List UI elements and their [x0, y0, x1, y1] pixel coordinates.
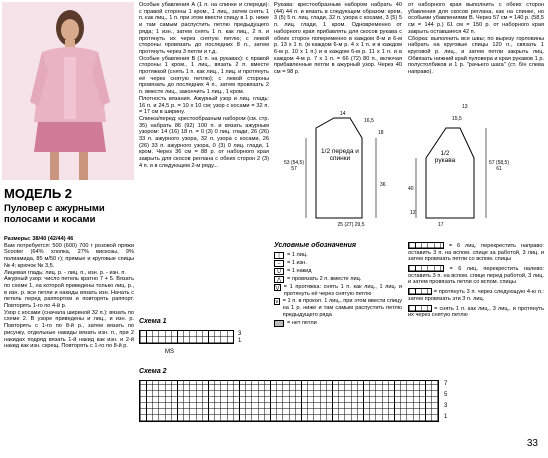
- legend-item: ⋀ = провязать 2 п. вместе лиц.: [274, 276, 402, 283]
- materials-paragraph: Вам потребуется: 500 (600) 700 г розовой пряжи Scooter (64% хлопка, 27% вискозы, 9% полиамида, 85 м/50 г); прямые и круговые спицы № 4; крючок № 3,5.: [4, 242, 134, 269]
- page-number: 33: [526, 438, 538, 449]
- decreases-a-paragraph: Особые убавления А (1 п. на спинке и спереди): с правой стороны 1 кром., 1 лиц., затем снять 1 п. как лиц., 1 п. при этом ввести спицу в 1 р. ниже и там самым распустить петлю предыдущего ряда; 1 изн., затем снять 1 п. как лиц., 2 п. и протянуть их через снятую петлю; с левой стороны провязать до последних 8 п., затем протянуть через 3 петли и т.д.: [139, 2, 269, 55]
- assembly-paragraph: Сборка: выполнить все швы; по вырезу горловины набрать на круговые спицы 120 п., связать 1 круговой р. лиц., и затем петли закрыть лиц. Обвязать нижний край пуловера и края рукавов 1 р. полустолбиков и 1 р. "рачьего шага" (ст. б/н слева направо).: [408, 35, 544, 76]
- scheme-2-grid: [139, 380, 439, 422]
- body-pattern-label: 1/2 переда и спинки: [321, 148, 359, 162]
- pass-over-icon: [408, 288, 432, 295]
- density-paragraph: Плотность вязания. Ажурный узор и лиц. гладь: 16 п. и 24,5 р. = 10 х 10 см; узор с косами = 32 п. = 17 см в ширину.: [139, 95, 269, 116]
- sleeve-continued-paragraph: от наборного края выполнить с обеих сторон убавления для скосов реглана, как на спинке, но особыми убавлениями В. Через 57 см = 140 р. (58,5 см = 144 р.) 61 см = 150 р. от наборного края закрыть оставшиеся 42 п.: [408, 2, 544, 35]
- dim-body-width: 25 (27) 29,5: [337, 222, 365, 228]
- dim-sleeve-top: 13: [462, 104, 468, 110]
- scheme-2-row-7: 7: [444, 381, 448, 387]
- stockinette-paragraph: Лицевая гладь: лиц. р. - лиц. п., изн. р. - изн. п.: [4, 269, 126, 276]
- symbol-knit-below-icon: ∨: [275, 299, 279, 306]
- dim-body-shoulder: 16,5: [364, 118, 374, 124]
- legend-item: – = 1 изн.: [274, 260, 402, 267]
- symbol-no-stitch-icon: [274, 320, 284, 327]
- slip-pass-icon: [408, 305, 432, 312]
- scheme-2-row-1: 1: [444, 414, 448, 420]
- column-4-text: [408, 2, 544, 76]
- pattern-schematics: [276, 108, 546, 236]
- sleeve-paragraph: Рукава: крестообразным набором набрать 40 (44) 44 п. и вязать в следующем образом: крем, 3 (5) 5 п. лиц. глади, 32 п. узора с косами, 3 (5) 5 п. лиц. глади, 1 кром. Одновременно от наборного края прибавлять для скосов рукава с обеих сторон попеременно в каждом 8-м и 6-м р. 13 x 1 п. (в каждом 6-м р. 4 x 1 п. и в каждом 6-м р. 10 x 1 п.) и в каждом 6-м р. 11 x 1 п. и в каждом 4-м р. 7 x 1 п. = 66 (72) 80 п., включая прибавленные петли в ажурный узор. Через 40 см = 98 р.: [274, 2, 402, 76]
- symbol-purl-icon: –: [274, 260, 284, 267]
- legend-list: [274, 252, 402, 328]
- legend-right-list: [408, 242, 544, 319]
- scheme-1-grid: [139, 330, 234, 344]
- dim-sleeve-raglan: 15,5: [452, 116, 462, 122]
- column-1-text: [4, 236, 134, 350]
- symbol-yarnover-icon: U: [274, 268, 284, 275]
- scheme-1-row-1: 1: [238, 338, 242, 344]
- legend-item: | = 1 лиц.: [274, 252, 402, 259]
- symbol-knit-icon: |: [274, 252, 284, 259]
- scheme-1-title: Схема 1: [139, 318, 167, 325]
- symbol-ssk-icon: ⋁: [275, 285, 280, 291]
- cables-paragraph: Узор с косами (сначала шириной 32 п.): вязать по схеме 2. В узоре приведены и лиц., и изн. р. Повторять с 1-го по 8-й р., затем вязать по рисунку, отдельные накиды вязать изн. п., при 2 накидах подряд вязать 1-й накид как изн. и 2-й накид как изн. скрещ. Повторять с 1-го по 8-й р.: [4, 309, 134, 350]
- legend-cable-right: = 6 лиц. перекрестить направо: оставить 3 п. на вспом. спице за работой, 3 лиц. и затем провязать петли со вспом. спицы: [408, 242, 544, 263]
- symbol-k2tog-icon: ⋀: [274, 276, 284, 283]
- sleeve-pattern-shape: [426, 128, 474, 218]
- model-title: МОДЕЛЬ 2: [4, 186, 73, 201]
- legend-slip-pass: = снять 1 п. как лиц., 3 лиц., и протянуть их через снятую петлю: [408, 305, 545, 319]
- scheme-1-row-3: 3: [238, 331, 242, 337]
- column-2-text: [139, 2, 269, 170]
- model-subtitle: Пуловер с ажурными полосами и косами: [4, 203, 105, 225]
- cable-right-icon: [408, 242, 444, 249]
- decreases-b-paragraph: Особые убавления В (1 п. на рукавах): с правой стороны 1 кром., 1 лиц., вязать 2 п. вместе протяжкой (снять 1 п. как лиц., 1 лиц. и протянуть её через снятую петлю); с левой стороны провязать до последних 4 п., затем провязать 2 п. вместе лиц., закончить 1 лиц., 1 кром.: [139, 55, 269, 96]
- legend-item: = нет петли: [274, 320, 402, 327]
- dim-body-raglan: 18: [378, 130, 384, 136]
- dim-sleeve-bottom: 17: [438, 222, 444, 228]
- legend-cable-left: = 6 лиц. перекрестить налево: оставить 3 п. на вспом. спице перед работой, 3 лиц. и затем провязать петли со вспом. спицы: [408, 266, 544, 286]
- dim-sleeve-length: 57 (58,5) 61: [488, 160, 509, 172]
- scheme-2-row-3: 3: [444, 403, 448, 409]
- dim-body-length: 53 (54,5) 57: [283, 160, 304, 172]
- dim-sleeve-extra: 12: [410, 210, 416, 216]
- legend-title: Условные обозначения: [274, 242, 357, 249]
- sizes-paragraph: Размеры: 38/40 (42/44) 46: [4, 236, 74, 242]
- legend-item: U = 1 накид: [274, 268, 402, 275]
- legend-pass-over: = протянуть 3 п. через следующую 4-ю п.: затем провязать эти 3 п. лиц.: [408, 289, 544, 302]
- back-front-paragraph: Спинка/перед: крестообразным набором (см. стр. 35) набрать 86 (92) 100 п. и вязать ажурным узором: 14 (16) 18 п. = 0 (3) 0 лиц. глади, 26 (26) 33 п. ажурного узора, 32 п. узора с косами, 26 (26) 33 п. ажурного узора, 0 (3) 0 лиц. глади, 1 кром. Через 36 см = 88 р. от наборного края закрыть для скосов реглана с обеих сторон 2 (3) 4 п. и в следующем 2-м ряду...: [139, 115, 269, 169]
- legend-item: ∨ = 1 п. в прокол. 1 лиц., при этом ввести спицу на 1 р. ниже и там самым распустить петлю предыдущего ряда: [275, 298, 402, 318]
- dim-sleeve-seam: 40: [408, 186, 414, 192]
- cable-left-icon: [408, 265, 444, 272]
- sleeve-pattern-label: 1/2 рукава: [434, 150, 456, 164]
- model-photo: [2, 2, 134, 180]
- scheme-2-row-5: 5: [444, 392, 448, 398]
- scheme-1-repeat-label: MS: [165, 349, 174, 355]
- scheme-2-title: Схема 2: [139, 368, 167, 375]
- model-photo-illustration: [2, 2, 134, 180]
- column-3-text: [274, 2, 402, 76]
- legend-item: ⋁ = 1 протяжка: снять 1 п. как лиц., 1 лиц. и протянуть её через снятую петлю: [275, 284, 402, 297]
- lace-paragraph: Ажурный узор: число петель кратно 7 + 5. Вязать по схеме 1, на которой приведены только лиц. р., в изн. р. все петли и накиды вязать изн. Начать с петель перед раппортом и повторять раппорт. Повторять 1-го по 4-й р.: [4, 276, 134, 310]
- dim-body-top: 14: [340, 111, 346, 117]
- dim-body-side: 36: [380, 182, 386, 188]
- body-pattern-shape: [316, 118, 362, 218]
